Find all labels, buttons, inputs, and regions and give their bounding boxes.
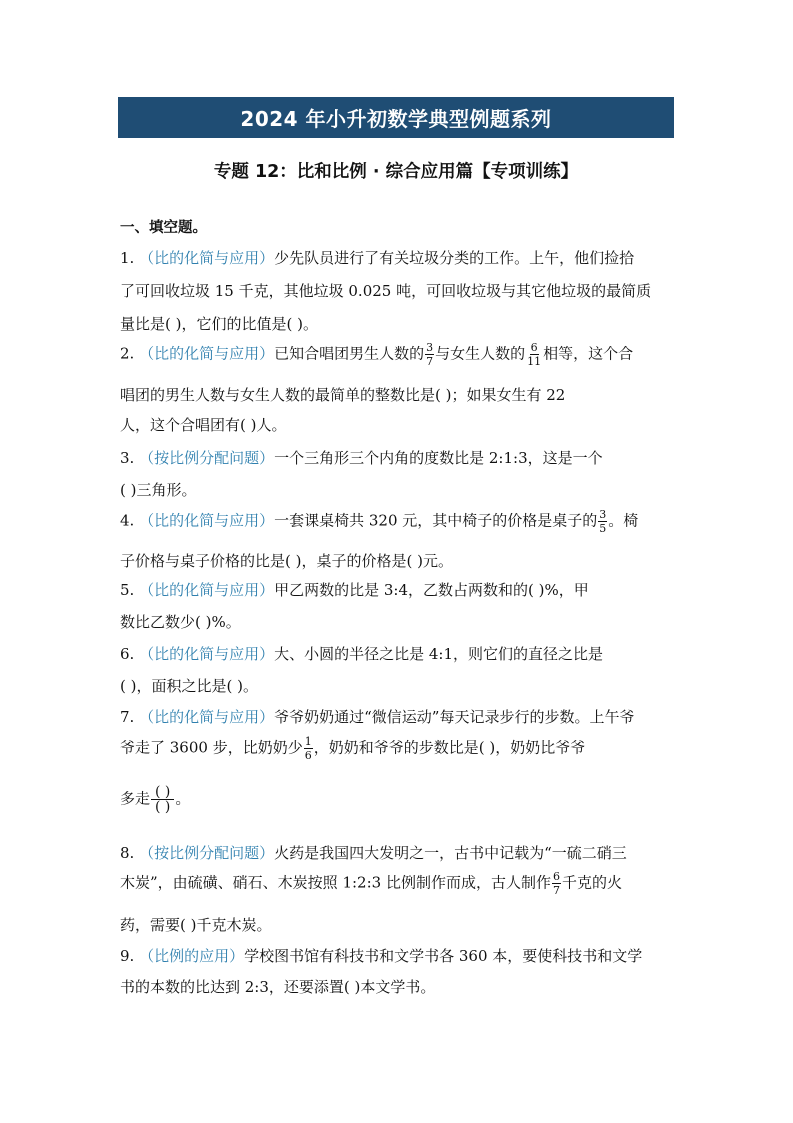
question-4-line-2: 子价格与桌子价格的比是( )，桌子的价格是( )元。 <box>120 552 453 570</box>
question-tag: （按比例分配问题） <box>139 449 275 467</box>
section-title: 一、填空题。 <box>120 220 207 236</box>
question-4-line-1: 4. （比的化简与应用）一套课桌椅共 320 元，其中椅子的价格是桌子的 $\frac{3}{5}$ 。椅 <box>120 508 639 535</box>
topic-subtitle: 专题 12：比和比例 · 综合应用篇【专项训练】 <box>213 162 579 182</box>
question-number: 1. <box>120 249 135 267</box>
question-7-line-1: 7. （比的化简与应用）爷爷奶奶通过“微信运动”每天记录步行的步数。上午爷 <box>120 708 635 726</box>
question-8-line-1: 8. （按比例分配问题）火药是我国四大发明之一，古书中记载为“一硫二硝三 <box>120 844 627 862</box>
question-3-line-2: ( )三角形。 <box>120 481 197 499</box>
question-tag: （比的化简与应用） <box>139 708 275 726</box>
fraction: $\frac{6}{11}$ <box>527 341 542 368</box>
question-9-line-2: 书的本数的比达到 2:3，还要添置( )本文学书。 <box>120 978 436 996</box>
question-tag: （比的化简与应用） <box>139 249 275 267</box>
question-tag: （比的化简与应用） <box>139 344 275 363</box>
question-tag: （比例的应用） <box>139 947 245 965</box>
question-1-line-2: 了可回收垃圾 15 千克，其他垃圾 0.025 吨，可回收垃圾与其它他垃圾的最简质 <box>120 282 652 300</box>
question-number: 4. <box>120 511 135 530</box>
question-number: 2. <box>120 344 135 363</box>
fraction: $\frac{6}{7}$ <box>552 870 560 897</box>
fraction: $\frac{3}{7}$ <box>426 341 434 368</box>
fraction: $\frac{3}{5}$ <box>599 508 607 535</box>
question-6-line-2: ( )，面积之比是( )。 <box>120 677 258 695</box>
question-2-line-2: 唱团的男生人数与女生人数的最简单的整数比是( )；如果女生有 22 <box>120 386 566 404</box>
question-number: 8. <box>120 844 135 862</box>
question-1-line-1: 1. （比的化简与应用）少先队员进行了有关垃圾分类的工作。上午，他们捡拾 <box>120 249 635 267</box>
question-number: 7. <box>120 708 135 726</box>
question-7-line-2: 爷走了 3600 步，比奶奶少 $\frac{1}{6}$ ，奶奶和爷爷的步数比是( )，奶奶比爷爷 <box>120 735 586 762</box>
question-tag: （比的化简与应用） <box>139 511 275 530</box>
question-2-line-3: 人，这个合唱团有( )人。 <box>120 416 287 434</box>
question-number: 5. <box>120 581 135 599</box>
question-5-line-2: 数比乙数少( )%。 <box>120 613 241 631</box>
question-3-line-1: 3. （按比例分配问题）一个三角形三个内角的度数比是 2:1:3，这是一个 <box>120 449 603 467</box>
question-number: 9. <box>120 947 135 965</box>
question-2-line-1: 2. （比的化简与应用）已知合唱团男生人数的 $\frac{3}{7}$ 与女生人数的 $\frac{6}{11}$ 相等，这个合 <box>120 341 634 368</box>
question-number: 6. <box>120 645 135 663</box>
question-tag: （按比例分配问题） <box>139 844 275 862</box>
question-7-line-3: 多走 $\frac{( )}{( )}$ 。 <box>120 784 191 815</box>
question-tag: （比的化简与应用） <box>139 581 275 599</box>
question-tag: （比的化简与应用） <box>139 645 275 663</box>
question-1-line-3: 量比是( )，它们的比值是( )。 <box>120 315 318 333</box>
question-5-line-1: 5. （比的化简与应用）甲乙两数的比是 3:4，乙数占两数和的( )%，甲 <box>120 581 589 599</box>
banner-title: 2024 年小升初数学典型例题系列 <box>240 107 552 131</box>
series-banner <box>118 97 674 138</box>
question-8-line-3: 药，需要( )千克木炭。 <box>120 916 272 934</box>
question-number: 3. <box>120 449 135 467</box>
fraction: $\frac{1}{6}$ <box>304 735 312 762</box>
question-8-line-2: 木炭”，由硫磺、硝石、木炭按照 1:2:3 比例制作而成，古人制作 $\frac{6}{7}$ 千克的火 <box>120 870 622 897</box>
question-6-line-1: 6. （比的化简与应用）大、小圆的半径之比是 4:1，则它们的直径之比是 <box>120 645 604 663</box>
fraction-answer-blank: $\frac{( )}{( )}$ <box>151 785 174 814</box>
question-9-line-1: 9. （比例的应用）学校图书馆有科技书和文学书各 360 本，要使科技书和文学 <box>120 947 643 965</box>
